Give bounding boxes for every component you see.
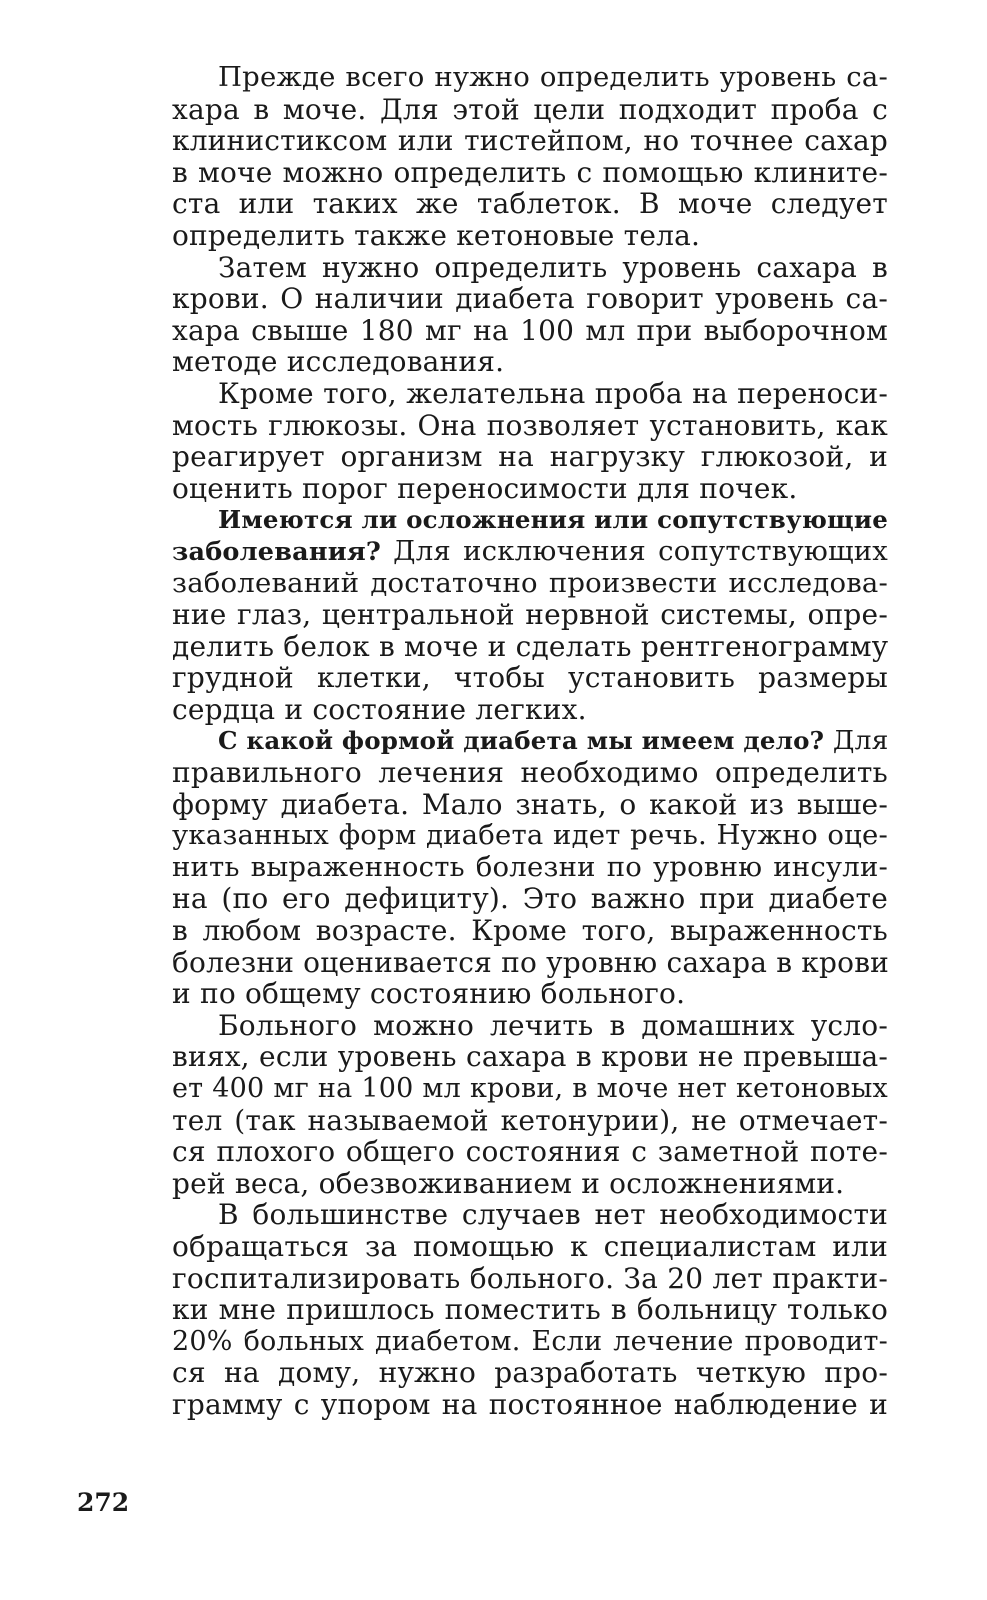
text-line: в моче можно определить с помощью клините-: [172, 155, 888, 189]
text-line: хара свыше 180 мг на 100 мл при выборочном: [172, 313, 888, 347]
text-line: хара в моче. Для этой цели подходит проба с: [172, 92, 888, 126]
text-line: реагирует организм на нагрузку глюкозой, и: [172, 440, 888, 474]
text-line: форму диабета. Мало знать, о какой из выше-: [172, 787, 888, 821]
page-body: [172, 62, 888, 1421]
text-line: в любом возрасте. Кроме того, выраженность: [172, 914, 888, 948]
text-line: рей веса, обезвоживанием и осложнениями.: [172, 1166, 845, 1200]
text-line: ки мне пришлось поместить в больницу только: [172, 1293, 888, 1327]
paragraph-blood-test: [172, 252, 888, 378]
text-line: и по общему состоянию больного.: [172, 977, 686, 1011]
text-fragment: Для исключения сопутствующих: [381, 534, 888, 567]
text-line: методе исследования.: [172, 345, 505, 379]
section-heading: Имеются ли осложнения или сопутствующие: [218, 505, 888, 535]
text-line: [172, 536, 888, 568]
text-line: ся плохого общего состояния с заметной поте-: [172, 1135, 888, 1169]
section-heading: С какой формой диабета мы имеем дело?: [218, 726, 825, 756]
text-line: на (по его дефициту). Это важно при диабете: [172, 882, 888, 916]
text-line: определить также кетоновые тела.: [172, 218, 701, 252]
text-line: грамму с упором на постоянное наблюдение и: [172, 1387, 888, 1421]
paragraph-diabetes-form: [172, 725, 888, 1009]
text-line: В большинстве случаев нет необходимости: [218, 1198, 888, 1232]
text-line: крови. О наличии диабета говорит уровень са-: [172, 282, 888, 316]
text-line: клинистиксом или тистейпом, но точнее сахар: [172, 124, 888, 158]
text-line: Кроме того, желательна проба на переноси-: [218, 376, 888, 410]
text-line: [172, 725, 888, 757]
text-line: ста или таких же таблеток. В моче следует: [172, 187, 888, 221]
section-heading-continued: заболевания?: [172, 536, 382, 567]
paragraph-urine-test: [172, 62, 888, 252]
text-line: ся на дому, нужно разработать четкую про-: [172, 1356, 888, 1390]
text-line: 20% больных диабетом. Если лечение проводит-: [172, 1325, 888, 1357]
paragraph-home-treatment: [172, 1010, 888, 1200]
text-line: виях, если уровень сахара в крови не превыша-: [172, 1040, 888, 1074]
text-line: тел (так называемой кетонурии), не отмечает-: [172, 1103, 888, 1137]
text-line: правильного лечения необходимо определить: [172, 756, 888, 790]
text-line: грудной клетки, чтобы установить размеры: [172, 661, 888, 695]
text-line: госпитализировать больного. За 20 лет практи-: [172, 1261, 888, 1295]
text-line: оценить порог переносимости для почек.: [172, 471, 798, 505]
page-number: 272: [77, 1488, 130, 1517]
text-line: Прежде всего нужно определить уровень са-: [218, 61, 888, 93]
paragraph-hospitalization: [172, 1199, 888, 1420]
text-line: мость глюкозы. Она позволяет установить, как: [172, 408, 888, 442]
paragraph-glucose-tolerance: [172, 378, 888, 504]
text-line: обращаться за помощью к специалистам или: [172, 1229, 888, 1263]
paragraph-complications: [172, 504, 888, 725]
text-line: Больного можно лечить в домашних усло-: [218, 1008, 888, 1042]
text-line: ет 400 мг на 100 мл крови, в моче нет кетоновых: [172, 1073, 888, 1104]
text-line: делить белок в моче и сделать рентгенограмму: [172, 629, 889, 663]
text-line: указанных форм диабета идет речь. Нужно оце-: [172, 819, 888, 852]
text-line: Затем нужно определить уровень сахара в: [218, 250, 888, 284]
text-line: сердца и состояние легких.: [172, 692, 587, 726]
text-line: ние глаз, центральной нервной системы, опре-: [172, 598, 888, 632]
text-fragment: Для: [824, 725, 889, 757]
text-line: болезни оценивается по уровню сахара в крови: [172, 945, 890, 979]
text-line: нить выраженность болезни по уровню инсули-: [172, 850, 888, 883]
text-line: заболеваний достаточно произвести исследова-: [172, 566, 888, 599]
